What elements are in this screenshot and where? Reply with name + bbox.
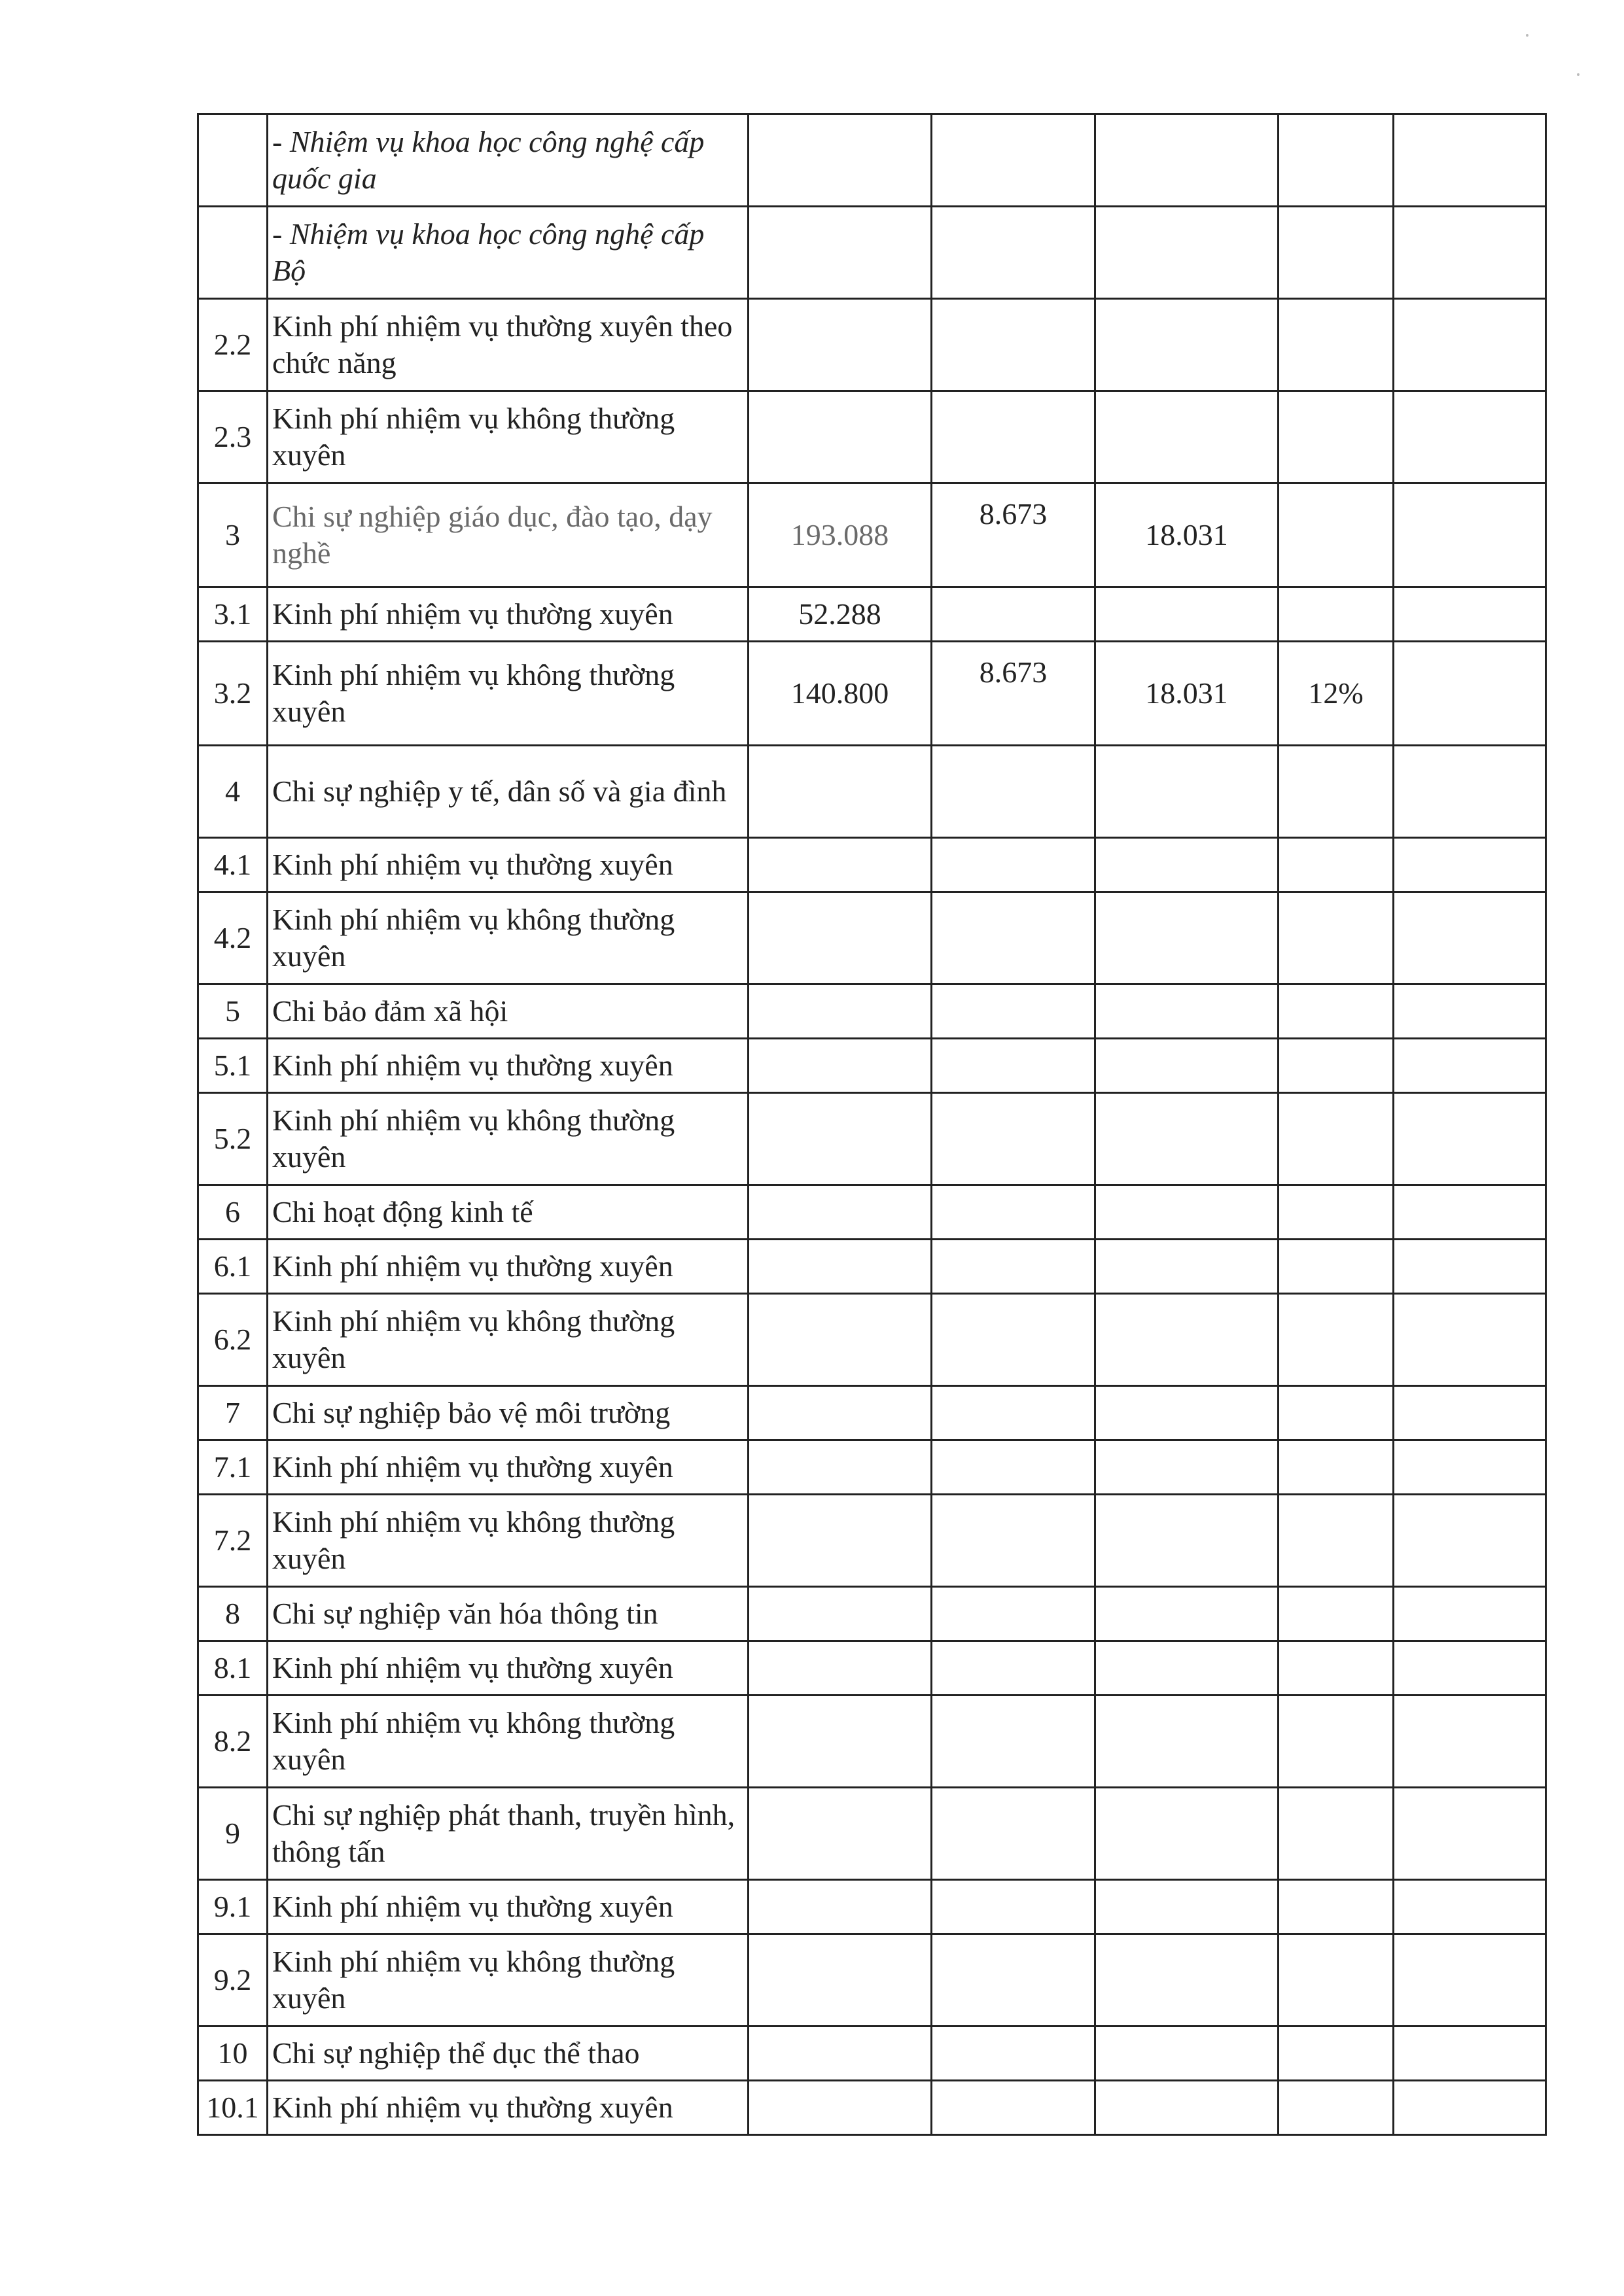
value-cell: [1279, 299, 1394, 391]
value-cell: [749, 746, 932, 838]
value-cell: [932, 1093, 1095, 1185]
value-cell: [1394, 1039, 1546, 1093]
value-cell: [1279, 1294, 1394, 1386]
value-cell: [749, 1934, 932, 2026]
value-cell: [749, 1641, 932, 1696]
value-cell: [1279, 1039, 1394, 1093]
value-cell: [1095, 2026, 1279, 2081]
value-cell: [1394, 1440, 1546, 1495]
row-number: 7: [198, 1386, 268, 1440]
row-description: Kinh phí nhiệm vụ không thường xuyên: [268, 1495, 749, 1587]
value-cell: [1279, 1696, 1394, 1788]
row-number: 7.1: [198, 1440, 268, 1495]
row-number: 4: [198, 746, 268, 838]
value-cell: [932, 1240, 1095, 1294]
row-description: - Nhiệm vụ khoa học công nghệ cấp Bộ: [268, 207, 749, 299]
value-cell: [749, 2081, 932, 2135]
row-description: - Nhiệm vụ khoa học công nghệ cấp quốc gia: [268, 114, 749, 207]
value-cell: [932, 1641, 1095, 1696]
value-cell: [1394, 1880, 1546, 1934]
value-cell: [1279, 1641, 1394, 1696]
row-description: Kinh phí nhiệm vụ thường xuyên: [268, 1240, 749, 1294]
row-description: Chi sự nghiệp bảo vệ môi trường: [268, 1386, 749, 1440]
table-row: [198, 1788, 1546, 1880]
value-cell: [1394, 1093, 1546, 1185]
value-cell: [1095, 1641, 1279, 1696]
row-description: Kinh phí nhiệm vụ thường xuyên: [268, 2081, 749, 2135]
row-number: 5.1: [198, 1039, 268, 1093]
table-row: [198, 984, 1546, 1039]
value-cell: [1279, 2026, 1394, 2081]
row-description: Kinh phí nhiệm vụ thường xuyên: [268, 1039, 749, 1093]
row-description: Kinh phí nhiệm vụ thường xuyên: [268, 587, 749, 642]
value-cell: [1279, 391, 1394, 483]
value-cell: [932, 1934, 1095, 2026]
value-cell: [932, 1185, 1095, 1240]
value-cell: [1095, 207, 1279, 299]
value-cell: [1095, 587, 1279, 642]
value-cell: [932, 1039, 1095, 1093]
value-cell: [749, 114, 932, 207]
row-number: 3: [198, 483, 268, 587]
table-row: [198, 1641, 1546, 1696]
table-row: [198, 1240, 1546, 1294]
value-cell: 140.800: [749, 642, 932, 746]
value-cell: [1394, 838, 1546, 892]
row-description: Chi hoạt động kinh tế: [268, 1185, 749, 1240]
value-cell: [1279, 1093, 1394, 1185]
value-cell: [1394, 2026, 1546, 2081]
value-cell: [1095, 391, 1279, 483]
row-description: Chi sự nghiệp phát thanh, truyền hình, thông tấn: [268, 1788, 749, 1880]
value-cell: [1279, 1440, 1394, 1495]
table-row: [198, 746, 1546, 838]
value-cell: [932, 892, 1095, 984]
value-cell: [932, 1587, 1095, 1641]
table-row: [198, 1039, 1546, 1093]
value-cell: [1095, 1934, 1279, 2026]
row-number: 8.1: [198, 1641, 268, 1696]
value-cell: [1095, 1093, 1279, 1185]
value-cell: [749, 207, 932, 299]
value-cell: [932, 2026, 1095, 2081]
value-cell: [932, 746, 1095, 838]
value-cell: [1095, 1240, 1279, 1294]
value-cell: [1279, 1880, 1394, 1934]
value-cell: [749, 299, 932, 391]
table-row: [198, 838, 1546, 892]
value-cell: [749, 2026, 932, 2081]
table-row: [198, 1495, 1546, 1587]
value-cell: [1095, 1495, 1279, 1587]
value-cell: [749, 1240, 932, 1294]
value-cell: [1394, 207, 1546, 299]
value-cell: [1394, 892, 1546, 984]
row-number: 8.2: [198, 1696, 268, 1788]
value-cell: [749, 1093, 932, 1185]
row-number: 2.3: [198, 391, 268, 483]
table-row: [198, 587, 1546, 642]
value-cell: [1394, 1294, 1546, 1386]
value-cell: [932, 1495, 1095, 1587]
value-cell: [932, 207, 1095, 299]
value-cell: [1394, 114, 1546, 207]
row-description: Kinh phí nhiệm vụ không thường xuyên: [268, 391, 749, 483]
value-cell: [932, 1696, 1095, 1788]
row-description: Kinh phí nhiệm vụ thường xuyên: [268, 1880, 749, 1934]
row-description: Kinh phí nhiệm vụ thường xuyên: [268, 1440, 749, 1495]
row-number: 10.1: [198, 2081, 268, 2135]
table-row: [198, 114, 1546, 207]
scan-speck: [1526, 34, 1528, 37]
table-row: [198, 1093, 1546, 1185]
value-cell: [1095, 838, 1279, 892]
value-cell: [749, 1386, 932, 1440]
value-cell: [1095, 2081, 1279, 2135]
value-cell: [932, 1440, 1095, 1495]
value-cell: [749, 1294, 932, 1386]
row-description: Chi sự nghiệp giáo dục, đào tạo, dạy nghề: [268, 483, 749, 587]
row-description: Kinh phí nhiệm vụ thường xuyên: [268, 838, 749, 892]
value-cell: [1394, 299, 1546, 391]
value-cell: [1095, 1294, 1279, 1386]
value-cell: [1279, 984, 1394, 1039]
table-row: [198, 1185, 1546, 1240]
table-row: [198, 299, 1546, 391]
value-cell: [1279, 114, 1394, 207]
row-number: 8: [198, 1587, 268, 1641]
row-number: [198, 207, 268, 299]
row-number: 3.1: [198, 587, 268, 642]
value-cell: 12%: [1279, 642, 1394, 746]
value-cell: [1394, 1386, 1546, 1440]
row-number: 6: [198, 1185, 268, 1240]
value-cell: [932, 1788, 1095, 1880]
table-row: [198, 1386, 1546, 1440]
value-cell: [1095, 1039, 1279, 1093]
value-cell: [1394, 984, 1546, 1039]
value-cell: [749, 391, 932, 483]
value-cell: [932, 1294, 1095, 1386]
value-cell: [1394, 1696, 1546, 1788]
value-cell: [1279, 1587, 1394, 1641]
table-row: [198, 207, 1546, 299]
value-cell: 18.031: [1095, 642, 1279, 746]
value-cell: [1394, 1185, 1546, 1240]
value-cell: 193.088: [749, 483, 932, 587]
value-cell: [1279, 892, 1394, 984]
value-cell: [1394, 642, 1546, 746]
table-row: [198, 1696, 1546, 1788]
row-number: 5: [198, 984, 268, 1039]
value-cell: [749, 1788, 932, 1880]
row-number: 6.2: [198, 1294, 268, 1386]
table-row: [198, 1440, 1546, 1495]
value-cell: [1279, 1495, 1394, 1587]
value-cell: [1394, 391, 1546, 483]
row-number: 7.2: [198, 1495, 268, 1587]
value-cell: [749, 1495, 932, 1587]
value-cell: [1279, 838, 1394, 892]
row-description: Kinh phí nhiệm vụ không thường xuyên: [268, 1294, 749, 1386]
value-cell: [1394, 2081, 1546, 2135]
value-cell: [1095, 1696, 1279, 1788]
value-cell: [1095, 1386, 1279, 1440]
value-cell: [1095, 1880, 1279, 1934]
row-number: 4.1: [198, 838, 268, 892]
row-description: Chi sự nghiệp y tế, dân số và gia đình: [268, 746, 749, 838]
value-cell: 18.031: [1095, 483, 1279, 587]
value-cell: [1095, 1788, 1279, 1880]
row-number: 4.2: [198, 892, 268, 984]
value-cell: [749, 892, 932, 984]
row-number: 9.1: [198, 1880, 268, 1934]
value-cell: [1095, 299, 1279, 391]
value-cell: [932, 1386, 1095, 1440]
value-cell: [1095, 746, 1279, 838]
value-cell: [1095, 1185, 1279, 1240]
value-cell: [1279, 746, 1394, 838]
table-row: [198, 2026, 1546, 2081]
row-number: 9: [198, 1788, 268, 1880]
table-row: [198, 1294, 1546, 1386]
value-cell: [1095, 1587, 1279, 1641]
row-description: Chi bảo đảm xã hội: [268, 984, 749, 1039]
value-cell: [1394, 1641, 1546, 1696]
value-cell: 52.288: [749, 587, 932, 642]
value-cell: [749, 1880, 932, 1934]
value-cell: [1279, 1788, 1394, 1880]
value-cell: [932, 984, 1095, 1039]
row-description: Kinh phí nhiệm vụ không thường xuyên: [268, 892, 749, 984]
value-cell: [1095, 892, 1279, 984]
row-number: 6.1: [198, 1240, 268, 1294]
row-description: Kinh phí nhiệm vụ không thường xuyên: [268, 642, 749, 746]
row-description: Kinh phí nhiệm vụ không thường xuyên: [268, 1696, 749, 1788]
scan-speck: [1577, 73, 1580, 76]
row-description: Kinh phí nhiệm vụ thường xuyên: [268, 1641, 749, 1696]
row-number: [198, 114, 268, 207]
table-row: [198, 892, 1546, 984]
value-cell: [1394, 1587, 1546, 1641]
table-row: [198, 1880, 1546, 1934]
value-cell: [1095, 984, 1279, 1039]
value-cell: [1279, 207, 1394, 299]
value-cell: [932, 2081, 1095, 2135]
row-description: Chi sự nghiệp thể dục thể thao: [268, 2026, 749, 2081]
value-cell: [1279, 483, 1394, 587]
value-cell: [1394, 1934, 1546, 2026]
row-description: Kinh phí nhiệm vụ thường xuyên theo chức năng: [268, 299, 749, 391]
value-cell: [932, 114, 1095, 207]
value-cell: [932, 1880, 1095, 1934]
value-cell: [1279, 1185, 1394, 1240]
table-row: [198, 1934, 1546, 2026]
value-cell: 8.673: [932, 642, 1095, 746]
value-cell: [1279, 2081, 1394, 2135]
value-cell: [1394, 1240, 1546, 1294]
value-cell: [1394, 1495, 1546, 1587]
value-cell: [1394, 587, 1546, 642]
table-row: [198, 391, 1546, 483]
value-cell: [1394, 483, 1546, 587]
value-cell: [1095, 114, 1279, 207]
value-cell: [932, 391, 1095, 483]
row-number: 2.2: [198, 299, 268, 391]
value-cell: [1279, 1934, 1394, 2026]
table-row: [198, 483, 1546, 587]
value-cell: [749, 838, 932, 892]
value-cell: [1279, 1240, 1394, 1294]
row-number: 3.2: [198, 642, 268, 746]
row-description: Kinh phí nhiệm vụ không thường xuyên: [268, 1934, 749, 2026]
row-description: Kinh phí nhiệm vụ không thường xuyên: [268, 1093, 749, 1185]
value-cell: 8.673: [932, 483, 1095, 587]
value-cell: [749, 1440, 932, 1495]
value-cell: [1095, 1440, 1279, 1495]
value-cell: [749, 1185, 932, 1240]
value-cell: [749, 1039, 932, 1093]
row-number: 5.2: [198, 1093, 268, 1185]
budget-table: [197, 113, 1547, 2136]
value-cell: [932, 838, 1095, 892]
value-cell: [1394, 746, 1546, 838]
value-cell: [1279, 587, 1394, 642]
value-cell: [932, 587, 1095, 642]
row-description: Chi sự nghiệp văn hóa thông tin: [268, 1587, 749, 1641]
value-cell: [1279, 1386, 1394, 1440]
value-cell: [749, 984, 932, 1039]
value-cell: [749, 1587, 932, 1641]
value-cell: [749, 1696, 932, 1788]
row-number: 9.2: [198, 1934, 268, 2026]
value-cell: [932, 299, 1095, 391]
table-row: [198, 2081, 1546, 2135]
table-row: [198, 642, 1546, 746]
row-number: 10: [198, 2026, 268, 2081]
table-row: [198, 1587, 1546, 1641]
value-cell: [1394, 1788, 1546, 1880]
